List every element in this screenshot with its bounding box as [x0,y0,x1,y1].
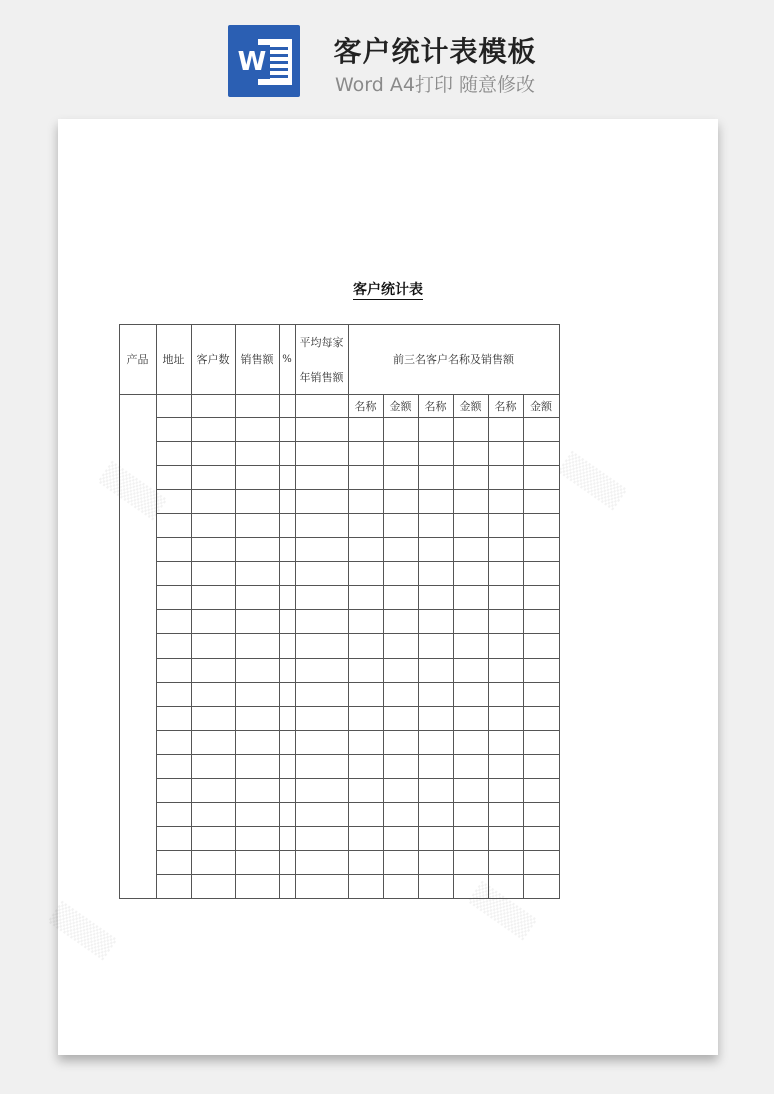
watermark: ▒▒▒▒ [466,881,537,942]
document-title-text: 客户统计表 [353,282,423,298]
watermark: ▒▒▒▒ [46,901,117,962]
subheader-amount-3: 金额 [530,399,552,413]
row-divider [156,754,559,755]
template-subtitle: Word A4打印 随意修改 [334,74,535,96]
row-divider [156,778,559,779]
header-top3-customers: 前三名客户名称及销售额 [393,353,514,366]
row-divider [156,537,559,538]
row-divider [156,513,559,514]
word-logo-icon [228,25,300,97]
column-divider [523,394,524,899]
row-divider [156,730,559,731]
column-divider [383,394,384,899]
row-divider [156,658,559,659]
header-avg-line2: 年销售额 [299,370,344,384]
table-border-top [119,324,559,325]
watermark: ▒▒▒▒ [96,461,167,522]
row-divider [156,826,559,827]
header-address: 地址 [162,353,185,366]
header-divider [119,394,559,395]
column-divider [235,324,236,899]
logo-letter: W [234,45,270,79]
row-divider [156,465,559,466]
document-title [58,279,718,299]
column-divider [559,324,560,899]
customer-statistics-table [119,324,559,898]
subheader-amount-2: 金额 [459,399,482,413]
row-divider [156,633,559,634]
column-divider [156,324,157,899]
column-divider [418,394,419,899]
column-divider [348,324,349,899]
subheader-divider [156,417,559,418]
table-border-bottom [119,898,559,899]
row-divider [156,441,559,442]
header-product: 产品 [126,353,149,366]
row-divider [156,609,559,610]
subheader-name-1: 名称 [354,399,377,413]
row-divider [156,561,559,562]
subheader-name-3: 名称 [494,399,517,413]
row-divider [156,682,559,683]
header-avg-line1: 平均每家 [299,335,344,349]
header-percent: % [282,353,292,365]
row-divider [156,489,559,490]
column-divider [453,394,454,899]
subheader-amount-1: 金额 [389,399,412,413]
column-divider [119,324,120,899]
column-divider [279,324,280,899]
subheader-name-2: 名称 [424,399,447,413]
header-customer-count: 客户数 [196,353,230,366]
document-page [46,119,718,1055]
row-divider [156,802,559,803]
row-divider [156,706,559,707]
watermark: ▒▒▒▒ [556,451,627,512]
row-divider [156,874,559,875]
header-sales-amount: 销售额 [240,353,274,366]
column-divider [295,324,296,899]
row-divider [156,585,559,586]
column-divider [488,394,489,899]
template-header [0,0,774,110]
column-divider [191,324,192,899]
row-divider [156,850,559,851]
template-title: 客户统计表模板 [333,35,537,68]
